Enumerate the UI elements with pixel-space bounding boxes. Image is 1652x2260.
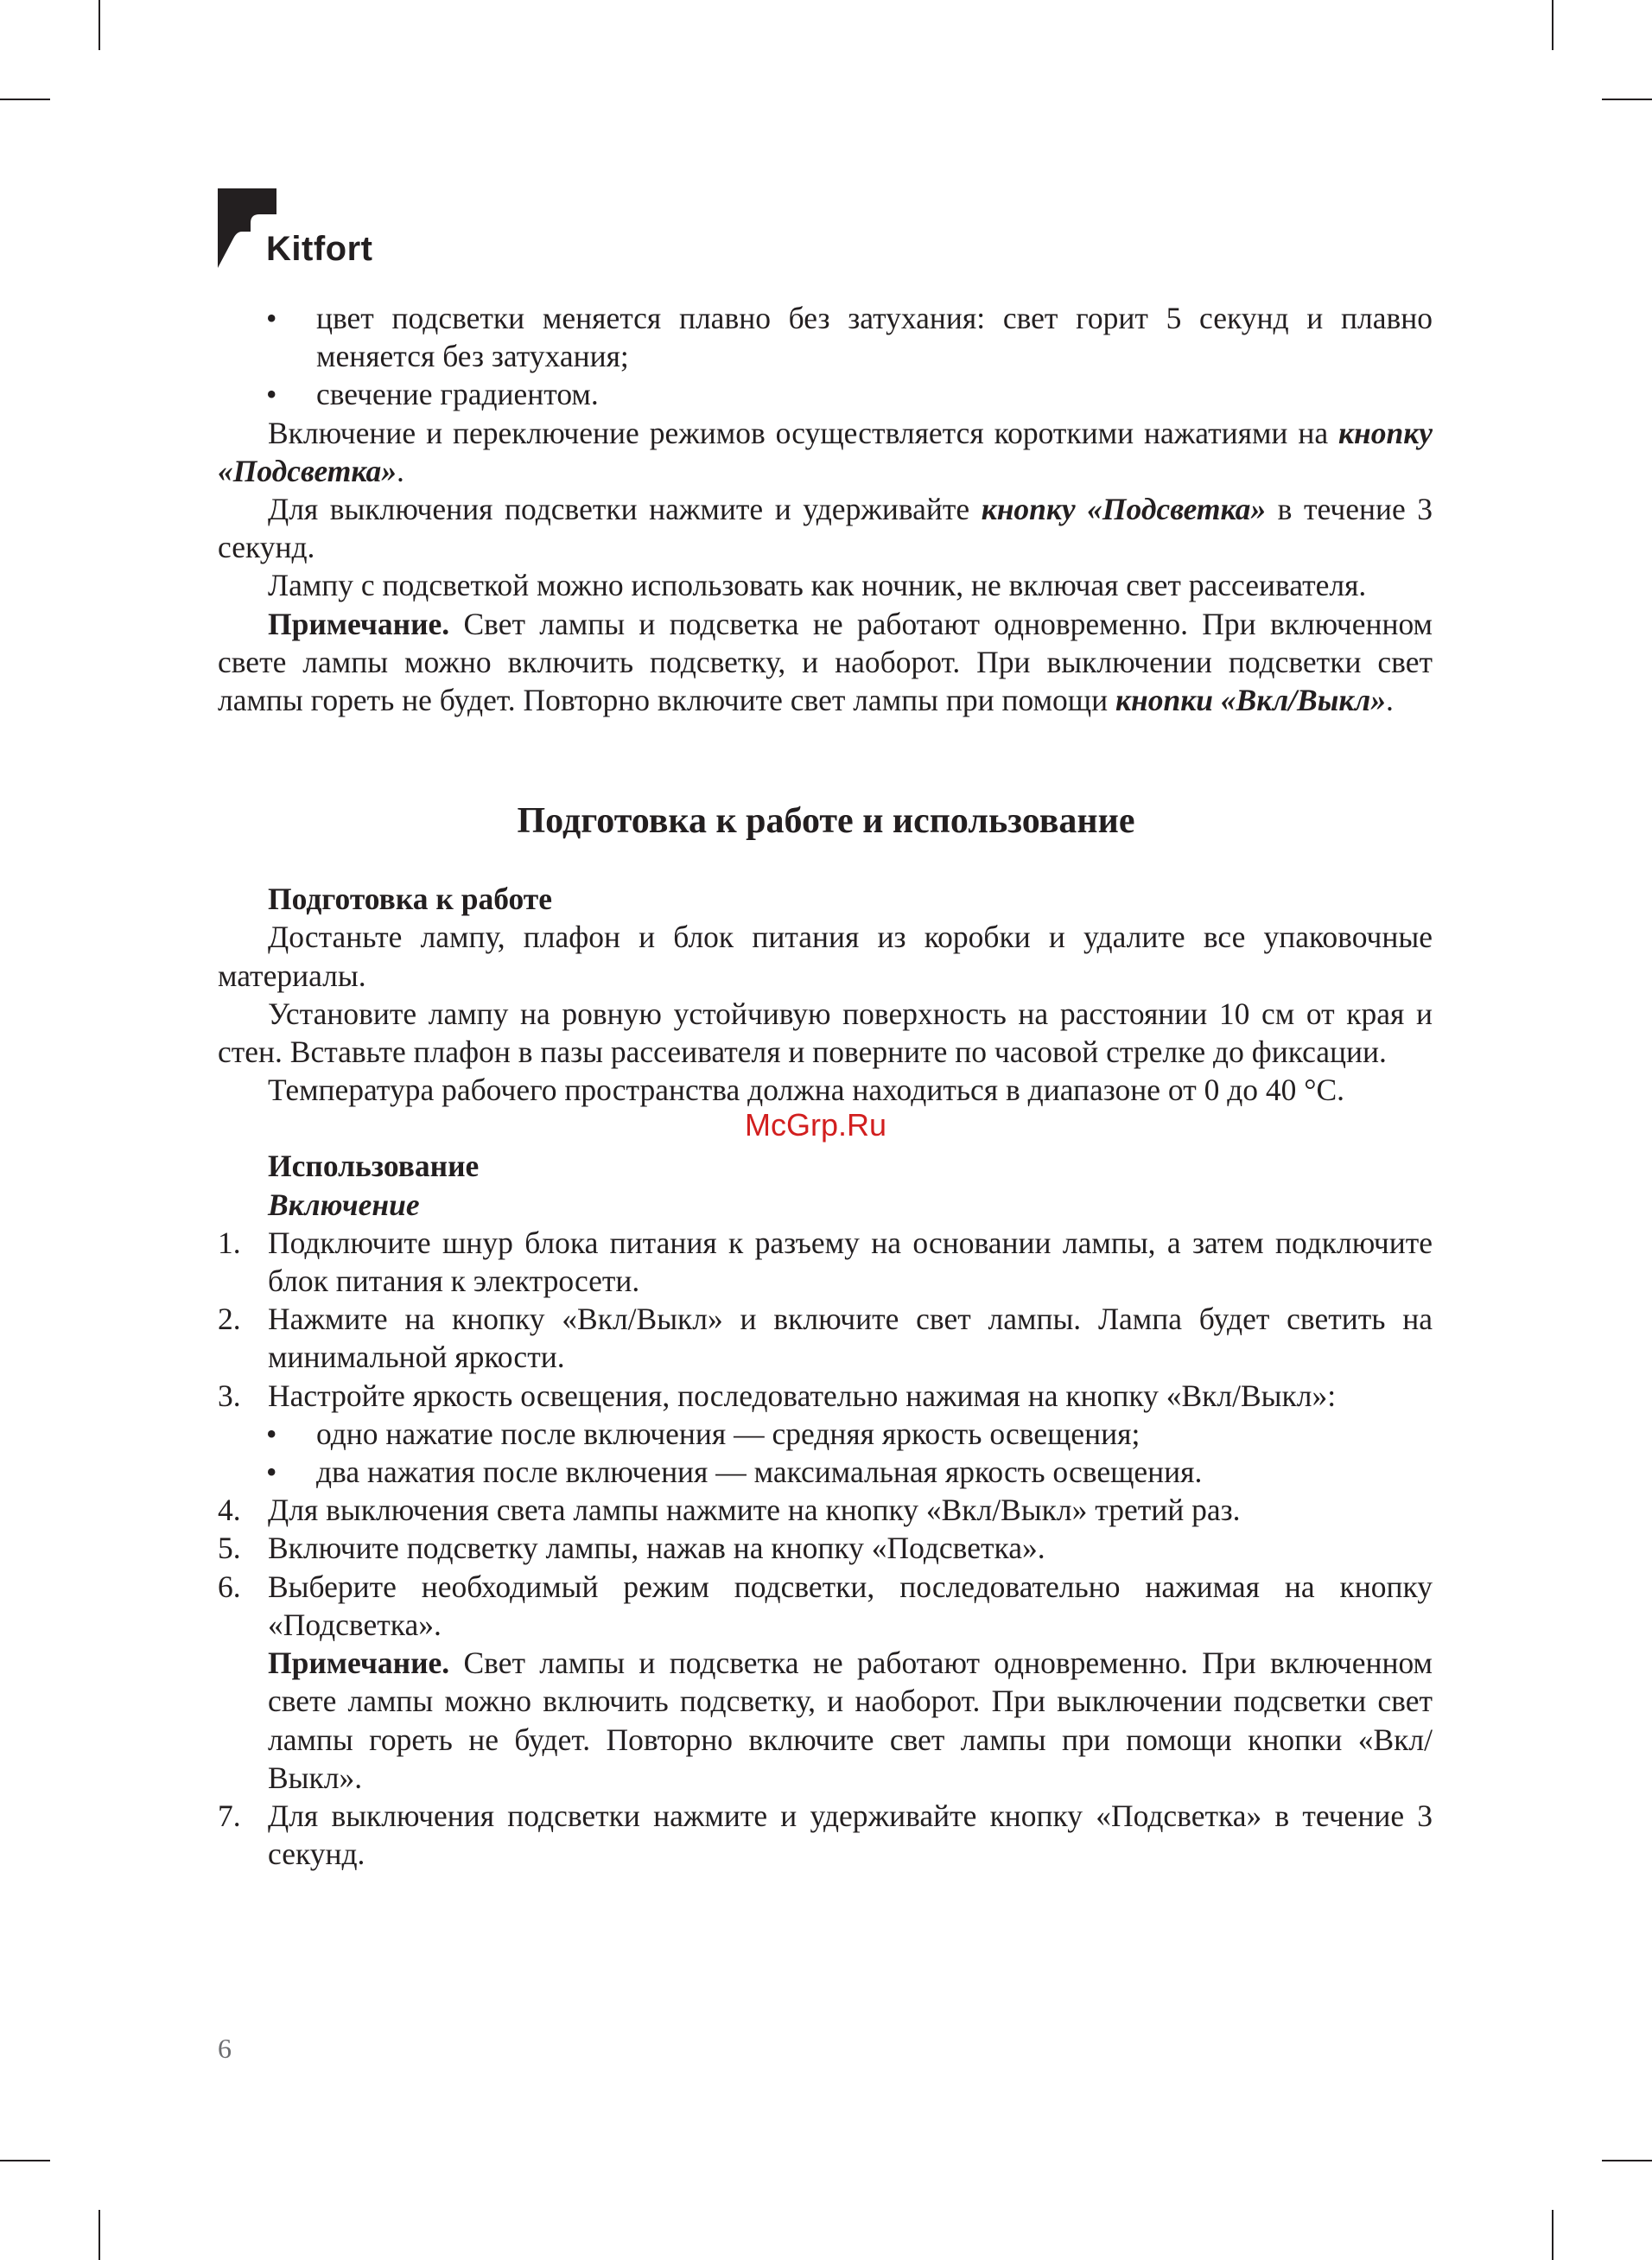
step-text: Для выключения подсветки нажмите и удерживайте кнопку «Подсветка» в течение 3 секунд. <box>268 1798 1433 1872</box>
section-title: Подготовка к работе и использование <box>517 801 1135 842</box>
crop-mark-top-right-vertical <box>1552 0 1554 50</box>
list-item <box>218 1568 1433 1644</box>
note-label: Примечание. <box>268 1646 450 1681</box>
bullet-icon: • <box>266 1416 277 1451</box>
list-item <box>218 1491 1433 1529</box>
crop-mark-top-right-horizontal <box>1602 99 1652 100</box>
emphasis-text: кнопки «Вкл/Выкл» <box>1115 683 1386 718</box>
bullet-text: одно нажатие после включения — средняя яркость освещения; <box>316 1416 1141 1451</box>
crop-mark-bottom-right-horizontal <box>1602 2160 1652 2161</box>
paragraph-text: в течение 3 секунд. <box>218 492 1433 565</box>
bullet-icon: • <box>266 377 277 412</box>
step-number: 4. <box>218 1493 241 1528</box>
list-item <box>218 1415 1433 1453</box>
bullet-text: два нажатия после включения — максимальная яркость освещения. <box>316 1455 1203 1490</box>
bullet-text: свечение градиентом. <box>316 377 599 412</box>
paragraph: Достаньте лампу, плафон и блок питания из коробки и удалите все упаковочные материалы. <box>218 920 1433 993</box>
note-text: Свет лампы и подсветка не работают одновременно. При включенном свете лампы можно включить подсветку, и наоборот. При выключении подсветки свет лампы гореть не будет. Повторно включите свет лампы при помощи кнопки «Вкл/Выкл». <box>268 1646 1433 1795</box>
crop-mark-bottom-right-vertical <box>1552 2210 1554 2260</box>
document-body <box>218 299 1433 1873</box>
note-label: Примечание. <box>268 606 450 641</box>
bullet-text: цвет подсветки меняется плавно без затухания: свет горит 5 секунд и плавно меняется без затухания; <box>316 301 1433 374</box>
list-item <box>218 1224 1433 1300</box>
list-item <box>218 1797 1433 1873</box>
crop-mark-bottom-left-vertical <box>98 2210 100 2260</box>
list-item <box>218 375 1433 413</box>
crop-mark-top-left-horizontal <box>0 99 50 100</box>
watermark: McGrp.Ru <box>745 1107 887 1143</box>
bullet-icon: • <box>266 301 277 335</box>
paragraph: Установите лампу на ровную устойчивую поверхность на расстоянии 10 см от края и стен. Вставьте плафон в пазы рассеивателя и поверните по часовой стрелке до фиксации. <box>218 996 1433 1070</box>
step-number: 2. <box>218 1302 241 1337</box>
subsection-heading: Подготовка к работе <box>268 882 552 917</box>
emphasis-text: кнопку «Подсветка» <box>981 492 1267 527</box>
subsection-subheading: Включение <box>268 1187 420 1222</box>
step-number: 5. <box>218 1531 241 1566</box>
subsection-heading: Использование <box>268 1149 480 1184</box>
paragraph: Температура рабочего пространства должна находиться в диапазоне от 0 до 40 °С. <box>268 1073 1345 1108</box>
step-number: 6. <box>218 1569 241 1604</box>
paragraph-text: . <box>396 453 404 488</box>
brand-name: Kitfort <box>266 230 373 268</box>
page-number: 6 <box>218 2033 232 2064</box>
emphasis-text: кнопку «Подсветка» <box>218 415 1433 488</box>
crop-mark-top-left-vertical <box>98 0 100 50</box>
step-text: Подключите шнур блока питания к разъему на основании лампы, а затем подключите блок питания к электросети. <box>268 1225 1433 1299</box>
step-text: Нажмите на кнопку «Вкл/Выкл» и включите свет лампы. Лампа будет светить на минимальной яркости. <box>268 1302 1433 1375</box>
step-text: Для выключения света лампы нажмите на кнопку «Вкл/Выкл» третий раз. <box>268 1493 1241 1528</box>
step-text: Выберите необходимый режим подсветки, последовательно нажимая на кнопку «Подсветка». <box>268 1569 1433 1642</box>
paragraph <box>218 414 1433 490</box>
paragraph-text: . <box>1386 683 1394 718</box>
paragraph-text: Включение и переключение режимов осуществляется короткими нажатиями на <box>268 415 1339 450</box>
note-text: Свет лампы и подсветка не работают одновременно. При включенном свете лампы можно включить подсветку, и наоборот. При выключении подсветки свет лампы гореть не будет. Повторно включите свет лампы при помощи <box>218 606 1433 718</box>
note-paragraph <box>218 605 1433 720</box>
step-text: Настройте яркость освещения, последовательно нажимая на кнопку «Вкл/Выкл»: <box>268 1378 1337 1413</box>
paragraph-text: Для выключения подсветки нажмите и удерживайте <box>268 492 982 527</box>
paragraph: Лампу с подсветкой можно использовать как ночник, не включая свет рассеивателя. <box>268 568 1367 603</box>
step-number: 7. <box>218 1798 241 1833</box>
step-number: 3. <box>218 1378 241 1413</box>
step-number: 1. <box>218 1225 241 1260</box>
list-item <box>218 1453 1433 1491</box>
brand-logo <box>218 188 391 275</box>
list-item <box>218 1377 1433 1415</box>
crop-mark-bottom-left-horizontal <box>0 2160 50 2161</box>
list-item <box>218 1300 1433 1376</box>
bullet-icon: • <box>266 1455 277 1490</box>
list-item <box>218 1529 1433 1567</box>
list-item <box>218 299 1433 375</box>
paragraph <box>218 490 1433 566</box>
note-paragraph <box>218 1644 1433 1797</box>
step-text: Включите подсветку лампы, нажав на кнопку «Подсветка». <box>268 1531 1045 1566</box>
